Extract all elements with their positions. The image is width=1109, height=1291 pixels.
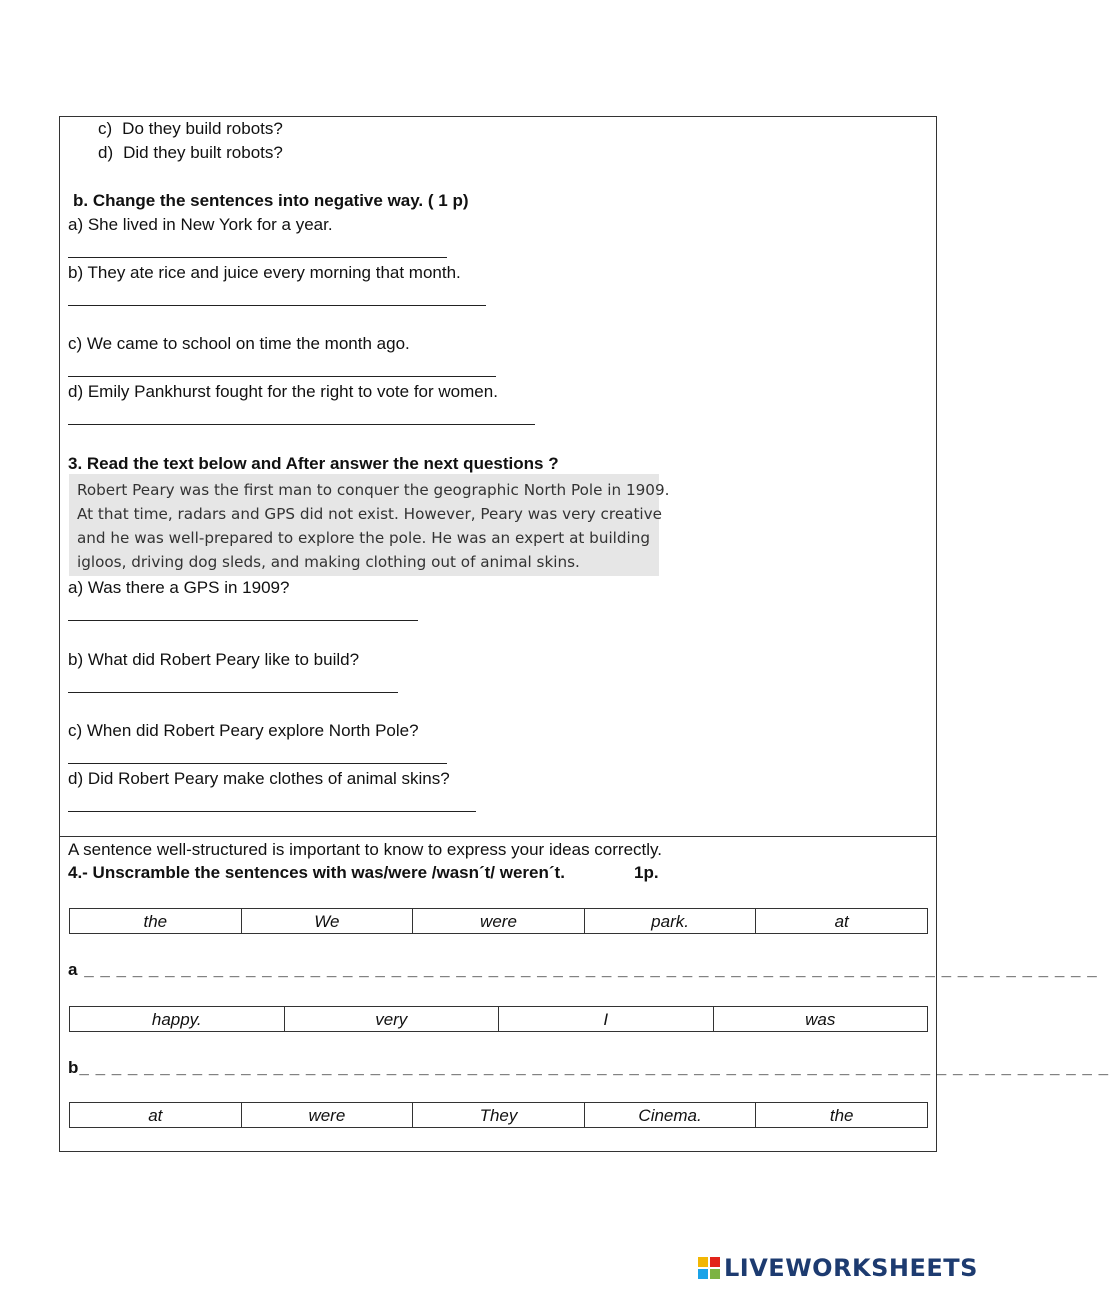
- passage-line: igloos, driving dog sleds, and making clothing out of animal skins.: [77, 553, 580, 571]
- word-tile[interactable]: They: [413, 1103, 585, 1127]
- section-3-heading: 3. Read the text below and After answer the next questions ?: [68, 454, 559, 473]
- answer-line-neg-b[interactable]: [68, 305, 486, 306]
- answer-label-a: a: [68, 960, 79, 979]
- section-4-intro: A sentence well-structured is important to know to express your ideas correctly.: [68, 840, 662, 859]
- word-tile[interactable]: the: [70, 909, 242, 933]
- word-tile[interactable]: at: [834, 912, 849, 931]
- logo-block: [698, 1269, 708, 1279]
- word-table-c: [69, 1102, 928, 1128]
- question-a: a) Was there a GPS in 1909?: [68, 578, 290, 597]
- section-divider: [59, 836, 937, 837]
- logo-blocks-icon: [698, 1257, 720, 1279]
- reading-passage: [69, 474, 670, 576]
- answer-line-q-b[interactable]: [68, 692, 398, 693]
- negative-item-d: d) Emily Pankhurst fought for the right to vote for women.: [68, 382, 498, 401]
- liveworksheets-logo: [698, 1254, 978, 1282]
- option-c: c) Do they build robots?: [98, 119, 283, 138]
- section-b-heading: b. Change the sentences into negative way. ( 1 p): [73, 191, 469, 210]
- answer-line-neg-d[interactable]: [68, 424, 535, 425]
- answer-row-a[interactable]: a _ _ _ _ _ _ _ _ _ _ _ _ _ _ _ _ _ _ _ _ _ _ _ _ _ _ _ _ _ _ _ _ _ _ _ _ _ _ _ _ _ _ _ _ _ _ _ _ _ _ _ _ _ _ _ _ _ _ _ _ _ _ _: [68, 960, 1098, 979]
- word-table-a: [69, 908, 928, 934]
- logo-block: [710, 1257, 720, 1267]
- logo-wordmark: LIVEWORKSHEETS: [724, 1254, 978, 1282]
- answer-line-neg-c[interactable]: [68, 376, 496, 377]
- word-tile[interactable]: We: [242, 909, 414, 933]
- answer-line-q-c[interactable]: [68, 763, 447, 764]
- answer-row-b[interactable]: b_ _ _ _ _ _ _ _ _ _ _ _ _ _ _ _ _ _ _ _ _ _ _ _ _ _ _ _ _ _ _ _ _ _ _ _ _ _ _ _ _ _ _ _ _ _ _ _ _ _ _ _ _ _ _ _ _ _ _ _ _ _ _ _: [68, 1058, 1109, 1077]
- word-table-b: [69, 1006, 928, 1032]
- question-c: c) When did Robert Peary explore North Pole?: [68, 721, 419, 740]
- word-tile[interactable]: were: [242, 1103, 414, 1127]
- passage-line: At that time, radars and GPS did not exist. However, Peary was very creative: [77, 505, 662, 523]
- question-b: b) What did Robert Peary like to build?: [68, 650, 360, 669]
- negative-item-b: b) They ate rice and juice every morning that month.: [68, 263, 461, 282]
- logo-block: [698, 1257, 708, 1267]
- negative-item-c: c) We came to school on time the month ago.: [68, 334, 410, 353]
- word-tile[interactable]: at: [70, 1103, 242, 1127]
- word-tile[interactable]: happy.: [70, 1007, 285, 1031]
- word-tile[interactable]: I: [499, 1007, 714, 1031]
- answer-line-q-a[interactable]: [68, 620, 418, 621]
- answer-line-neg-a[interactable]: [68, 257, 447, 258]
- word-tile[interactable]: very: [285, 1007, 500, 1031]
- section-4-heading: 4.- Unscramble the sentences with was/were /wasn´t/ weren´t.: [68, 863, 565, 882]
- logo-block: [710, 1269, 720, 1279]
- negative-item-a: a) She lived in New York for a year.: [68, 215, 333, 234]
- option-d: d) Did they built robots?: [98, 143, 283, 162]
- answer-line-q-d[interactable]: [68, 811, 476, 812]
- passage-line: and he was well-prepared to explore the pole. He was an expert at building: [77, 529, 651, 547]
- word-tile[interactable]: park.: [585, 909, 757, 933]
- question-d: d) Did Robert Peary make clothes of animal skins?: [68, 769, 450, 788]
- word-tile[interactable]: was: [805, 1010, 836, 1029]
- passage-line: Robert Peary was the first man to conquer the geographic North Pole in 1909.: [77, 481, 670, 499]
- word-tile[interactable]: Cinema.: [585, 1103, 757, 1127]
- word-tile[interactable]: the: [829, 1106, 854, 1125]
- answer-label-b: b: [68, 1058, 80, 1077]
- word-tile[interactable]: were: [413, 909, 585, 933]
- section-4-points: 1p.: [634, 863, 659, 882]
